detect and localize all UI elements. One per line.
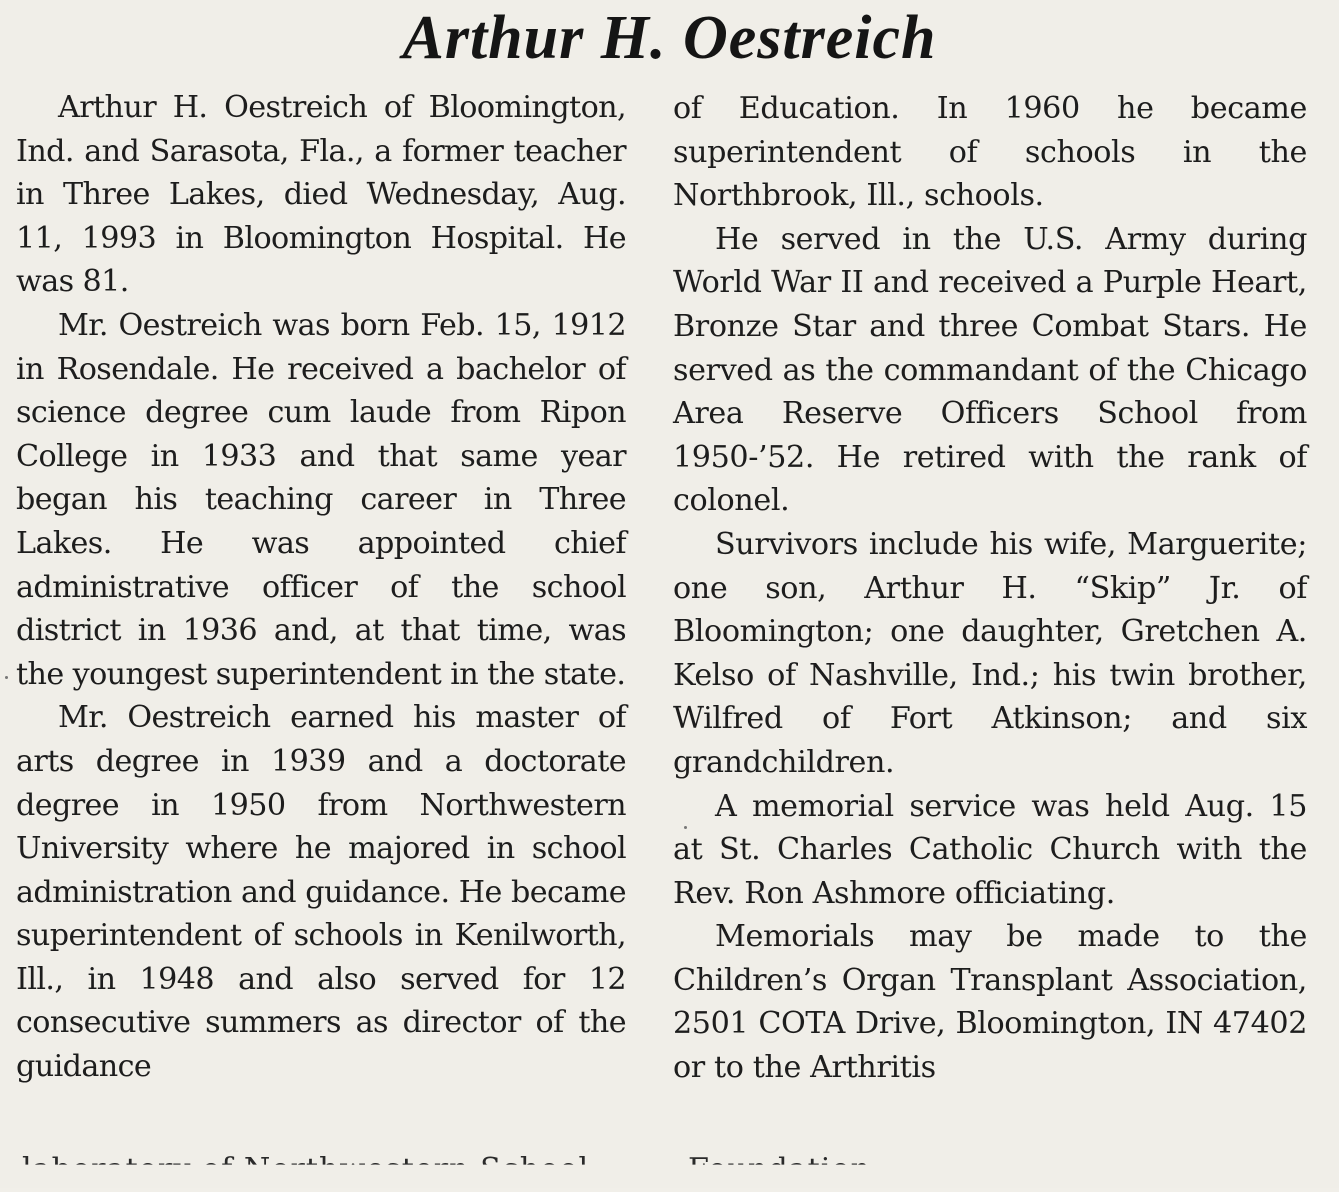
right-column: [673, 87, 1307, 1090]
print-speck: [5, 676, 8, 679]
paragraph-memorial-service: A memorial service was held Aug. 15 at St. Charles Catholic Church with the Rev. Ron Ashmore officiating.: [673, 788, 1307, 911]
paragraph-survivors: Survivors include his wife, Marguerite; one son, Arthur H. “Skip” Jr. of Bloomington; one daughter, Gretchen A. Kelso of Nashville, Ind.; his twin brother, Wilfred of Fort Atkinson; and six grandchildren.: [673, 526, 1307, 780]
print-speck: [684, 826, 687, 829]
paragraph-memorials: Memorials may be made to the Children’s Organ Transplant Association, 2501 COTA Drive, Bloomington, IN 47402 or to the Arthritis: [673, 919, 1307, 1086]
paragraph-military-service: He served in the U.S. Army during World War II and received a Purple Heart, Bronze Star and three Combat Stars. He served as the commandant of the Chicago Area Reserve Officers School from 1950-’52. He retired with the rank of colonel.: [673, 221, 1307, 519]
left-column: [16, 86, 626, 1089]
paragraph-death-notice: Arthur H. Oestreich of Bloomington, Ind. and Sarasota, Fla., a former teacher in Three Lakes, died Wednesday, Aug. 11, 1993 in Bloomington Hospital. He was 81.: [16, 90, 626, 300]
paragraph-education: Mr. Oestreich earned his master of arts degree in 1939 and a doctorate degree in 1950 from Northwestern University where he majored in school administration and guidance. He became superintendent of schools in Kenilworth, Ill., in 1948 and also served for 12 consecutive summers as director of the guidance: [16, 700, 626, 1085]
obituary-title: Arthur H. Oestreich: [402, 4, 937, 72]
paragraph-continuation: of Education. In 1960 he became superintendent of schools in the Northbrook, Ill., schools.: [673, 91, 1307, 214]
paragraph-early-career: Mr. Oestreich was born Feb. 15, 1912 in Rosendale. He received a bachelor of science degree cum laude from Ripon College in 1933 and that same year began his teaching career in Three Lakes. He was appointed chief administrative officer of the school district in 1936 and, at that time, was the youngest superintendent in the state.: [16, 307, 626, 692]
